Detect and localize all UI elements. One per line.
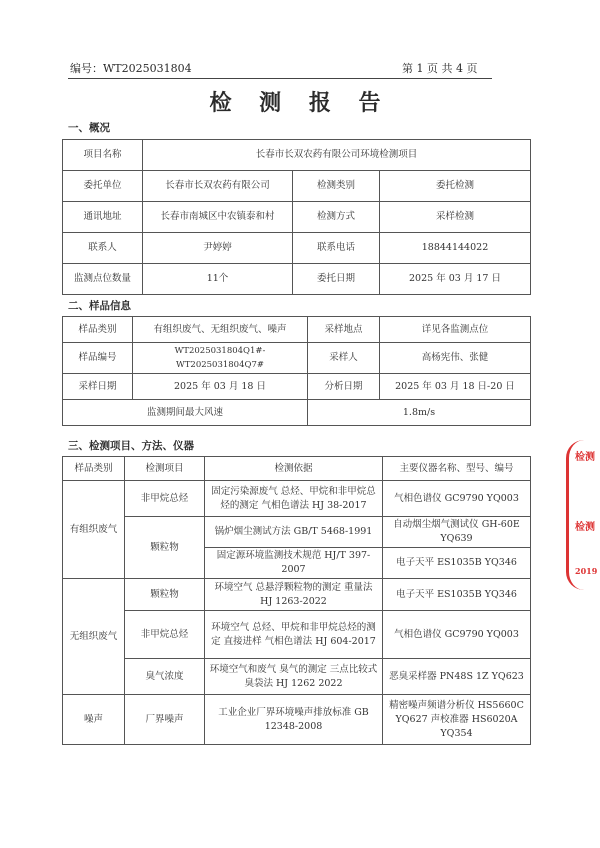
client-value: 长春市长双农药有限公司 — [143, 171, 293, 202]
entrust-date-value: 2025 年 03 月 17 日 — [380, 264, 531, 295]
item-cell: 颗粒物 — [125, 579, 205, 611]
group-unorganized-gas: 无组织废气 — [63, 579, 125, 695]
sampler-label: 采样人 — [308, 343, 380, 374]
document-number: 编号：WT2025031804 — [70, 62, 192, 75]
item-cell: 厂界噪声 — [125, 695, 205, 745]
header-item: 检测项目 — [125, 457, 205, 481]
sample-code-label: 样品编号 — [63, 343, 133, 374]
header-category: 样品类别 — [63, 457, 125, 481]
sample-date-value: 2025 年 03 月 18 日 — [133, 374, 308, 400]
basis-cell: 环境空气 总悬浮颗粒物的测定 重量法 HJ 1263-2022 — [205, 579, 383, 611]
stamp-text: 检测 — [575, 452, 595, 463]
overview-table — [62, 139, 531, 295]
wind-value: 1.8m/s — [308, 400, 531, 426]
stamp-text: 检测 — [575, 522, 595, 533]
phone-value: 18844144022 — [380, 233, 531, 264]
method-label: 检测方式 — [293, 202, 380, 233]
table-row — [63, 140, 531, 171]
entrust-date-label: 委托日期 — [293, 264, 380, 295]
group-noise: 噪声 — [63, 695, 125, 745]
basis-cell: 锅炉烟尘测试方法 GB/T 5468-1991 — [205, 517, 383, 548]
item-cell: 非甲烷总烃 — [125, 481, 205, 517]
stamp-text: 2019 — [575, 566, 598, 576]
phone-label: 联系电话 — [293, 233, 380, 264]
analysis-date-value: 2025 年 03 月 18 日-20 日 — [380, 374, 531, 400]
report-title: 检 测 报 告 — [209, 90, 391, 116]
wind-label: 监测期间最大风速 — [63, 400, 308, 426]
table-row — [63, 202, 531, 233]
table-row — [63, 695, 531, 745]
sample-category-value: 有组织废气、无组织废气、噪声 — [133, 317, 308, 343]
instrument-cell: 电子天平 ES1035B YQ346 — [383, 548, 531, 579]
test-type-value: 委托检测 — [380, 171, 531, 202]
table-row — [63, 400, 531, 426]
basis-cell: 固定源环境监测技术规范 HJ/T 397-2007 — [205, 548, 383, 579]
sample-date-label: 采样日期 — [63, 374, 133, 400]
red-seal-stamp — [566, 440, 600, 590]
address-value: 长春市南城区中农镇泰和村 — [143, 202, 293, 233]
page-indicator: 第 1 页 共 4 页 — [402, 62, 478, 75]
address-label: 通讯地址 — [63, 202, 143, 233]
table-row — [63, 171, 531, 202]
points-label: 监测点位数量 — [63, 264, 143, 295]
instrument-cell: 气相色谱仪 GC9790 YQ003 — [383, 611, 531, 659]
project-name-value: 长春市长双农药有限公司环境检测项目 — [143, 140, 531, 171]
contact-label: 联系人 — [63, 233, 143, 264]
methods-table — [62, 456, 531, 745]
basis-cell: 环境空气和废气 臭气的测定 三点比较式臭袋法 HJ 1262 2022 — [205, 659, 383, 695]
table-row — [63, 579, 531, 611]
instrument-cell: 恶臭采样器 PN48S 1Z YQ623 — [383, 659, 531, 695]
sample-code-value: WT2025031804Q1#-WT2025031804Q7# — [133, 343, 308, 374]
basis-cell: 固定污染源废气 总烃、甲烷和非甲烷总烃的测定 气相色谱法 HJ 38-2017 — [205, 481, 383, 517]
points-value: 11个 — [143, 264, 293, 295]
table-row — [63, 481, 531, 517]
sampler-value: 高杨宪伟、张健 — [380, 343, 531, 374]
table-row — [63, 317, 531, 343]
basis-cell: 工业企业厂界环境噪声排放标准 GB 12348-2008 — [205, 695, 383, 745]
item-cell: 颗粒物 — [125, 517, 205, 579]
instrument-cell: 气相色谱仪 GC9790 YQ003 — [383, 481, 531, 517]
project-name-label: 项目名称 — [63, 140, 143, 171]
basis-cell: 环境空气 总烃、甲烷和非甲烷总烃的测定 直接进样 气相色谱法 HJ 604-2017 — [205, 611, 383, 659]
item-cell: 臭气浓度 — [125, 659, 205, 695]
section-overview-heading: 一、概况 — [68, 122, 110, 134]
table-row — [63, 457, 531, 481]
section-sample-heading: 二、样品信息 — [68, 300, 131, 312]
table-row — [63, 343, 531, 374]
method-value: 采样检测 — [380, 202, 531, 233]
header-rule — [68, 78, 492, 79]
sample-site-value: 详见各监测点位 — [380, 317, 531, 343]
instrument-cell: 自动烟尘烟气测试仪 GH-60E YQ639 — [383, 517, 531, 548]
group-organized-gas: 有组织废气 — [63, 481, 125, 579]
instrument-cell: 精密噪声频谱分析仪 HS5660C YQ627 声校准器 HS6020A YQ354 — [383, 695, 531, 745]
table-row — [63, 264, 531, 295]
header-basis: 检测依据 — [205, 457, 383, 481]
client-label: 委托单位 — [63, 171, 143, 202]
table-row — [63, 517, 531, 548]
header-instrument: 主要仪器名称、型号、编号 — [383, 457, 531, 481]
analysis-date-label: 分析日期 — [308, 374, 380, 400]
instrument-cell: 电子天平 ES1035B YQ346 — [383, 579, 531, 611]
test-type-label: 检测类别 — [293, 171, 380, 202]
table-row — [63, 374, 531, 400]
sample-category-label: 样品类别 — [63, 317, 133, 343]
table-row — [63, 659, 531, 695]
table-row — [63, 611, 531, 659]
contact-value: 尹婷婷 — [143, 233, 293, 264]
section-methods-heading: 三、检测项目、方法、仪器 — [68, 440, 194, 452]
sample-table — [62, 316, 531, 426]
table-row — [63, 233, 531, 264]
item-cell: 非甲烷总烃 — [125, 611, 205, 659]
sample-site-label: 采样地点 — [308, 317, 380, 343]
